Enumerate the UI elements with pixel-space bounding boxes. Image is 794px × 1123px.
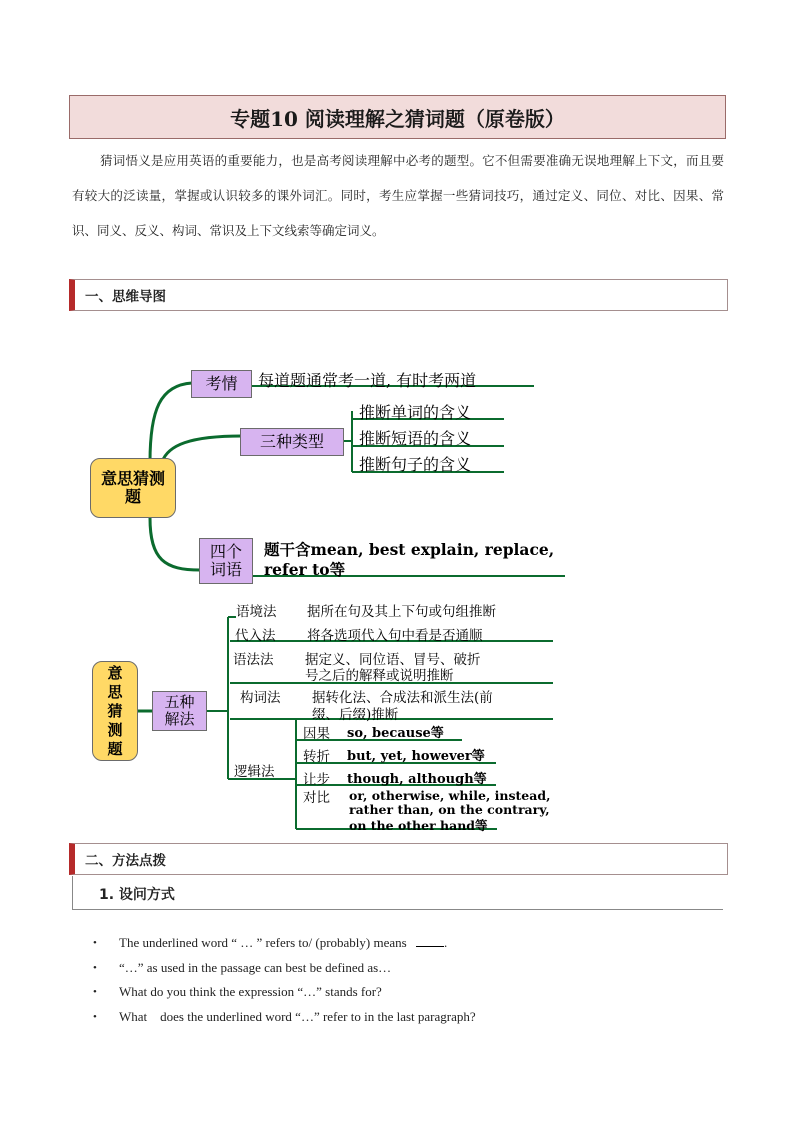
- type-item-2: 推断短语的含义: [359, 429, 472, 448]
- method-3-text-2: 号之后的解释或说明推断: [305, 668, 454, 684]
- logic-value-1: so, because等: [347, 726, 444, 741]
- list-item: • “…” as used in the passage can best be defined as…: [93, 956, 733, 981]
- method-2-name: 代入法: [235, 628, 276, 644]
- logic-value-2: but, yet, however等: [347, 749, 485, 764]
- mindmap2-root-node: 意思猜测题: [92, 661, 138, 761]
- question-format-list: [93, 931, 733, 1029]
- logic-value-3: though, although等: [347, 772, 487, 787]
- method-4-text-2: 缀、后缀)推断: [312, 707, 399, 723]
- method-1-text: 据所在句及其上下句或句组推断: [307, 604, 496, 620]
- answer-blank: [416, 935, 444, 947]
- logic-key-1: 因果: [303, 726, 330, 742]
- list-item: • What does the underlined word “…” refer to in the last paragraph?: [93, 1005, 733, 1030]
- section-heading-mindmap: [69, 279, 728, 311]
- mindmap1-root-node: 意思猜测 题: [90, 458, 176, 518]
- subheading-question-format: 1. 设问方式: [72, 876, 723, 910]
- type-item-1: 推断单词的含义: [359, 403, 472, 422]
- method-4-name: 构词法: [240, 690, 281, 706]
- kaoqing-text: 每道题通常考一道, 有时考两道: [258, 371, 477, 390]
- list-item: • What do you think the expression “…” stands for?: [93, 980, 733, 1005]
- method-3-name: 语法法: [233, 652, 274, 668]
- node-three-types: 三种类型: [240, 428, 344, 456]
- logic-key-2: 转折: [303, 749, 330, 765]
- four-words-line-2: refer to等: [264, 560, 346, 579]
- page-title: 专题10 阅读理解之猜词题（原卷版）: [69, 95, 726, 139]
- section-heading-label: 一、思维导图: [85, 289, 166, 305]
- bullet-icon: •: [93, 937, 97, 949]
- logic-key-3: 让步: [303, 772, 330, 788]
- section-heading-methods: [69, 843, 728, 875]
- method-1-name: 语境法: [236, 604, 277, 620]
- logic-value-4-line-2: rather than, on the contrary,: [349, 802, 550, 817]
- method-4-text-1: 据转化法、合成法和派生法(前: [312, 690, 493, 706]
- bullet-icon: •: [93, 961, 97, 974]
- logic-value-4-line-3: on the other hand等: [349, 818, 488, 833]
- logic-key-4: 对比: [303, 790, 330, 806]
- section-heading-label: 二、方法点拨: [85, 853, 166, 869]
- intro-paragraph: 猜词悟义是应用英语的重要能力，也是高考阅读理解中必考的题型。它不但需要准确无误地理解上下文，而且要有较大的泛读量，掌握或认识较多的课外词汇。同时，考生应掌握一些猜词技巧，通过定义、同位、对比、因果、常识、同义、反义、构词、常识及上下文线索等确定词义。: [72, 153, 724, 238]
- node-kaoqing: 考情: [191, 370, 252, 398]
- list-item: • The underlined word “ … ” refers to/ (probably) means .: [93, 931, 733, 956]
- bullet-icon: •: [93, 986, 97, 998]
- four-words-line-1: 题干含mean, best explain, replace,: [264, 540, 555, 559]
- method-3-text-1: 据定义、同位语、冒号、破折: [305, 652, 481, 668]
- bullet-icon: •: [93, 1010, 97, 1023]
- method-5-name: 逻辑法: [234, 764, 275, 780]
- node-four-words: 四个词语: [199, 538, 253, 584]
- node-five-methods: 五种解法: [152, 691, 207, 731]
- logic-value-4-line-1: or, otherwise, while, instead,: [349, 788, 551, 803]
- method-2-text: 将各选项代入句中看是否通顺: [307, 628, 483, 644]
- type-item-3: 推断句子的含义: [359, 455, 472, 474]
